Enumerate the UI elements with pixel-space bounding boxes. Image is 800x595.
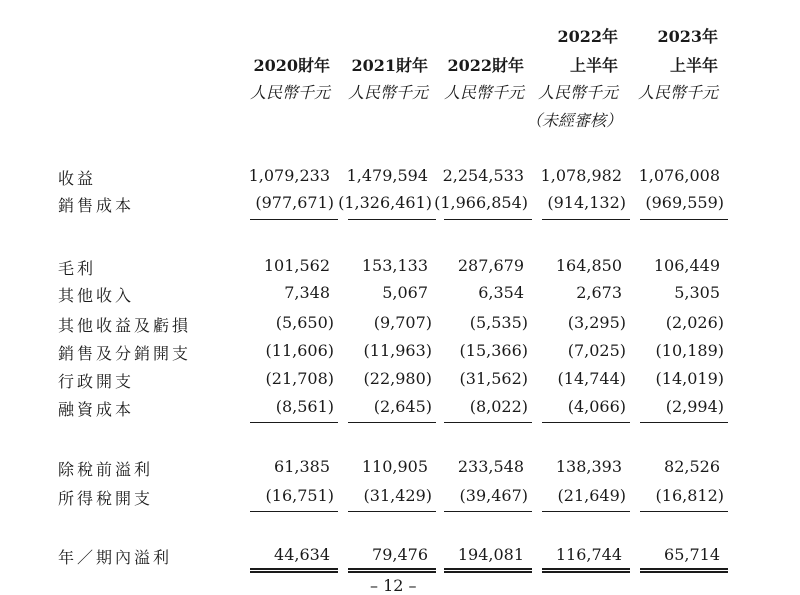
cell-revenue-1h2022: 1,078,982 xyxy=(540,166,622,185)
row-label-cost-of-sales: 銷售成本 xyxy=(58,196,135,215)
cell-other-gains-losses-1h2023: (2,026) xyxy=(665,313,724,332)
page-number: – 12 – xyxy=(370,576,417,595)
subtotal-rule xyxy=(250,422,338,423)
subtotal-rule xyxy=(250,511,338,512)
cell-selling-distribution-fy2022: (15,366) xyxy=(459,341,528,360)
col4-unaudited-note: （未經審核） xyxy=(525,111,622,130)
cell-admin-expenses-1h2023: (14,019) xyxy=(655,369,724,388)
cell-finance-costs-fy2020: (8,561) xyxy=(275,397,334,416)
col2-year: 2021財年 xyxy=(351,56,428,75)
subtotal-rule xyxy=(444,219,532,220)
subtotal-rule xyxy=(640,422,728,423)
col6-year: 2023年 xyxy=(657,27,718,46)
cell-profit-before-tax-fy2020: 61,385 xyxy=(274,457,330,476)
subtotal-rule xyxy=(542,219,630,220)
cell-revenue-fy2020: 1,079,233 xyxy=(248,166,330,185)
cell-profit-for-period-1h2023: 65,714 xyxy=(664,545,720,564)
col4-unit: 人民幣千元 xyxy=(537,83,618,102)
cell-cost-of-sales-fy2020: (977,671) xyxy=(255,193,334,212)
cell-other-income-fy2020: 7,348 xyxy=(284,283,330,302)
subtotal-rule xyxy=(640,511,728,512)
cell-other-gains-losses-fy2020: (5,650) xyxy=(275,313,334,332)
cell-finance-costs-1h2023: (2,994) xyxy=(665,397,724,416)
cell-gross-profit-fy2022: 287,679 xyxy=(457,256,524,275)
col5-unit: 人民幣千元 xyxy=(637,83,718,102)
row-label-profit-before-tax: 除稅前溢利 xyxy=(58,460,154,479)
cell-selling-distribution-fy2020: (11,606) xyxy=(265,341,334,360)
cell-gross-profit-1h2022: 164,850 xyxy=(555,256,622,275)
cell-admin-expenses-fy2022: (31,562) xyxy=(459,369,528,388)
row-label-admin-expenses: 行政開支 xyxy=(58,372,135,391)
cell-other-gains-losses-fy2022: (5,535) xyxy=(469,313,528,332)
subtotal-rule xyxy=(542,511,630,512)
cell-gross-profit-fy2020: 101,562 xyxy=(263,256,330,275)
cell-profit-before-tax-fy2022: 233,548 xyxy=(457,457,524,476)
cell-revenue-fy2022: 2,254,533 xyxy=(442,166,524,185)
total-double-rule xyxy=(348,568,436,573)
cell-cost-of-sales-1h2022: (914,132) xyxy=(547,193,626,212)
cell-selling-distribution-1h2023: (10,189) xyxy=(655,341,724,360)
row-label-income-tax: 所得稅開支 xyxy=(58,489,154,508)
col3-year: 2022財年 xyxy=(447,56,524,75)
subtotal-rule xyxy=(250,219,338,220)
subtotal-rule xyxy=(542,422,630,423)
cell-other-gains-losses-fy2021: (9,707) xyxy=(373,313,432,332)
cell-finance-costs-fy2021: (2,645) xyxy=(373,397,432,416)
total-double-rule xyxy=(640,568,728,573)
cell-other-income-1h2022: 2,673 xyxy=(576,283,622,302)
cell-profit-before-tax-fy2021: 110,905 xyxy=(361,457,428,476)
cell-income-tax-1h2023: (16,812) xyxy=(655,486,724,505)
cell-income-tax-1h2022: (21,649) xyxy=(557,486,626,505)
col4-period: 上半年 xyxy=(569,56,618,75)
total-double-rule xyxy=(444,568,532,573)
cell-income-tax-fy2021: (31,429) xyxy=(363,486,432,505)
col5-year: 2022年 xyxy=(557,27,618,46)
total-double-rule xyxy=(542,568,630,573)
row-label-profit-for-period: 年／期內溢利 xyxy=(58,548,173,567)
col2-unit: 人民幣千元 xyxy=(347,83,428,102)
col1-year: 2020財年 xyxy=(253,56,330,75)
subtotal-rule xyxy=(444,422,532,423)
col3-unit: 人民幣千元 xyxy=(443,83,524,102)
cell-other-income-fy2021: 5,067 xyxy=(382,283,428,302)
col5-period: 上半年 xyxy=(669,56,718,75)
row-label-other-income: 其他收入 xyxy=(58,286,135,305)
subtotal-rule xyxy=(348,219,436,220)
cell-profit-before-tax-1h2023: 82,526 xyxy=(664,457,720,476)
cell-gross-profit-1h2023: 106,449 xyxy=(653,256,720,275)
row-label-revenue: 收益 xyxy=(58,169,97,188)
cell-cost-of-sales-fy2022: (1,966,854) xyxy=(434,193,528,212)
row-label-selling-distribution: 銷售及分銷開支 xyxy=(58,344,192,363)
cell-profit-before-tax-1h2022: 138,393 xyxy=(555,457,622,476)
subtotal-rule xyxy=(444,511,532,512)
cell-finance-costs-fy2022: (8,022) xyxy=(469,397,528,416)
total-double-rule xyxy=(250,568,338,573)
cell-income-tax-fy2022: (39,467) xyxy=(459,486,528,505)
row-label-other-gains-losses: 其他收益及虧損 xyxy=(58,316,192,335)
cell-profit-for-period-fy2022: 194,081 xyxy=(457,545,524,564)
cell-other-income-fy2022: 6,354 xyxy=(478,283,524,302)
cell-finance-costs-1h2022: (4,066) xyxy=(567,397,626,416)
cell-other-gains-losses-1h2022: (3,295) xyxy=(567,313,626,332)
row-label-gross-profit: 毛利 xyxy=(58,259,97,278)
cell-cost-of-sales-fy2021: (1,326,461) xyxy=(338,193,432,212)
cell-admin-expenses-fy2020: (21,708) xyxy=(265,369,334,388)
row-label-finance-costs: 融資成本 xyxy=(58,400,135,419)
cell-profit-for-period-1h2022: 116,744 xyxy=(555,545,622,564)
cell-selling-distribution-1h2022: (7,025) xyxy=(567,341,626,360)
cell-gross-profit-fy2021: 153,133 xyxy=(361,256,428,275)
cell-admin-expenses-fy2021: (22,980) xyxy=(363,369,432,388)
cell-other-income-1h2023: 5,305 xyxy=(674,283,720,302)
cell-profit-for-period-fy2021: 79,476 xyxy=(372,545,428,564)
cell-admin-expenses-1h2022: (14,744) xyxy=(557,369,626,388)
cell-cost-of-sales-1h2023: (969,559) xyxy=(645,193,724,212)
cell-selling-distribution-fy2021: (11,963) xyxy=(363,341,432,360)
subtotal-rule xyxy=(348,511,436,512)
subtotal-rule xyxy=(348,422,436,423)
subtotal-rule xyxy=(640,219,728,220)
cell-income-tax-fy2020: (16,751) xyxy=(265,486,334,505)
cell-revenue-fy2021: 1,479,594 xyxy=(346,166,428,185)
cell-profit-for-period-fy2020: 44,634 xyxy=(274,545,330,564)
col1-unit: 人民幣千元 xyxy=(249,83,330,102)
cell-revenue-1h2023: 1,076,008 xyxy=(638,166,720,185)
